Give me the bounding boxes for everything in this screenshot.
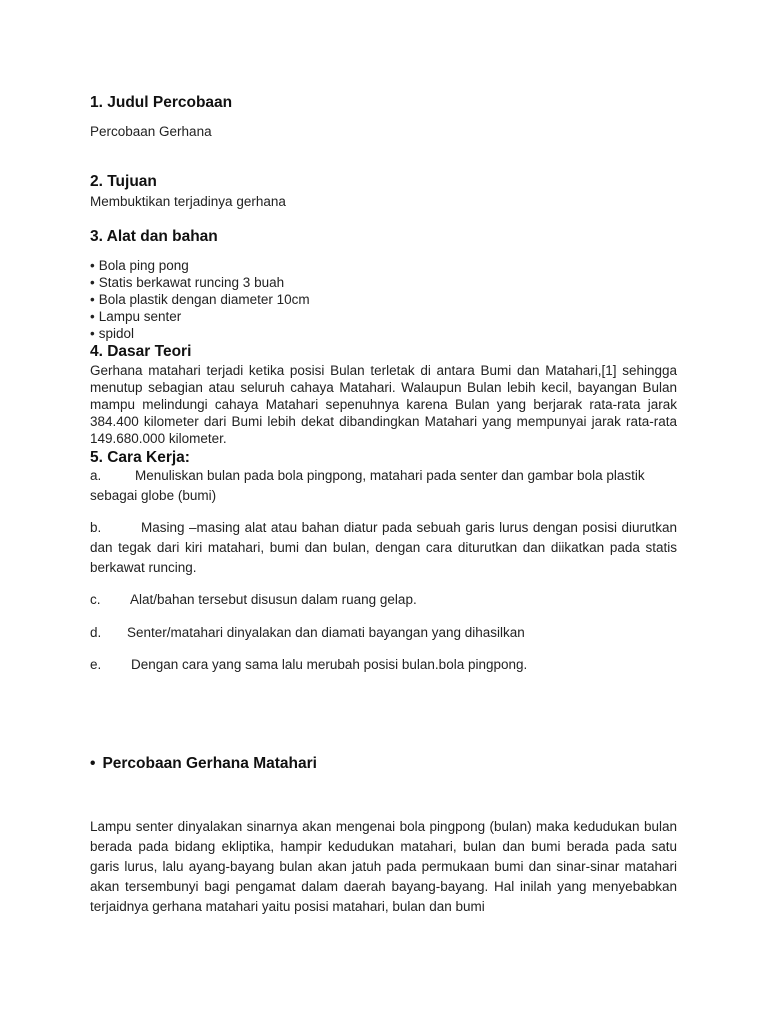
step-e xyxy=(90,655,677,675)
step-letter: a. xyxy=(90,468,102,483)
heading-dasar-teori: 4. Dasar Teori xyxy=(90,343,192,360)
step-letter: e. xyxy=(90,657,102,672)
heading-alat-dan-bahan: 3. Alat dan bahan xyxy=(90,228,218,245)
list-item: • Bola ping pong xyxy=(90,257,310,274)
heading-cara-kerja: 5. Cara Kerja: xyxy=(90,449,190,466)
step-text: Menuliskan bulan pada bola pingpong, matahari pada senter dan gambar bola plastik sebagai globe (bumi) xyxy=(90,468,645,503)
step-letter: c. xyxy=(90,592,101,607)
heading-judul-percobaan: 1. Judul Percobaan xyxy=(90,94,233,111)
alat-list xyxy=(90,257,310,342)
dasar-teori-paragraph: Gerhana matahari terjadi ketika posisi Bulan terletak di antara Bumi dan Matahari,[1] sehingga menutup sebagian atau seluruh cahaya Matahari. Walaupun Bulan lebih kecil, bayangan Bulan mampu melindungi cahaya Matahari sepenuhnya karena Bulan yang berjarak rata-rata jarak 384.400 kilometer dari Bumi lebih dekat dibandingkan Matahari yang mempunyai jarak rata-rata 149.680.000 kilometer. xyxy=(90,363,677,446)
list-item: • Lampu senter xyxy=(90,308,310,325)
step-c xyxy=(90,590,677,610)
step-d xyxy=(90,623,677,643)
step-text: Senter/matahari dinyalakan dan diamati bayangan yang dihasilkan xyxy=(127,625,525,640)
judul-text: Percobaan Gerhana xyxy=(90,124,212,139)
tujuan-text: Membuktikan terjadinya gerhana xyxy=(90,194,286,209)
list-item: • Statis berkawat runcing 3 buah xyxy=(90,274,310,291)
step-text: Alat/bahan tersebut disusun dalam ruang gelap. xyxy=(130,592,417,607)
step-a xyxy=(90,466,677,506)
heading-tujuan: 2. Tujuan xyxy=(90,173,157,190)
step-letter: b. xyxy=(90,520,102,535)
step-letter: d. xyxy=(90,625,102,640)
step-b xyxy=(90,518,677,578)
heading-percobaan-gerhana-matahari: • Percobaan Gerhana Matahari xyxy=(90,755,317,773)
list-item: • spidol xyxy=(90,325,310,342)
list-item: • Bola plastik dengan diameter 10cm xyxy=(90,291,310,308)
step-text: Dengan cara yang sama lalu merubah posisi bulan.bola pingpong. xyxy=(131,657,528,672)
step-text: Masing –masing alat atau bahan diatur pada sebuah garis lurus dengan posisi diurutkan dan tegak dari kiri matahari, bumi dan bulan, dengan cara diturutkan dan diikatkan pada statis berkawat runcing. xyxy=(90,520,677,575)
gerhana-matahari-paragraph: Lampu senter dinyalakan sinarnya akan mengenai bola pingpong (bulan) maka kedudukan bulan berada pada bidang ekliptika, hampir kedudukan matahari, bulan dan bumi berada pada satu garis lurus, lalu ayang-bayang bulan akan jatuh pada permukaan bumi dan sinar-sinar matahari akan tersembunyi bagi pengamat dalam daerah bayang-bayang. Hal inilah yang menyebabkan terjaidnya gerhana matahari yaitu posisi matahari, bulan dan bumi xyxy=(90,819,677,914)
